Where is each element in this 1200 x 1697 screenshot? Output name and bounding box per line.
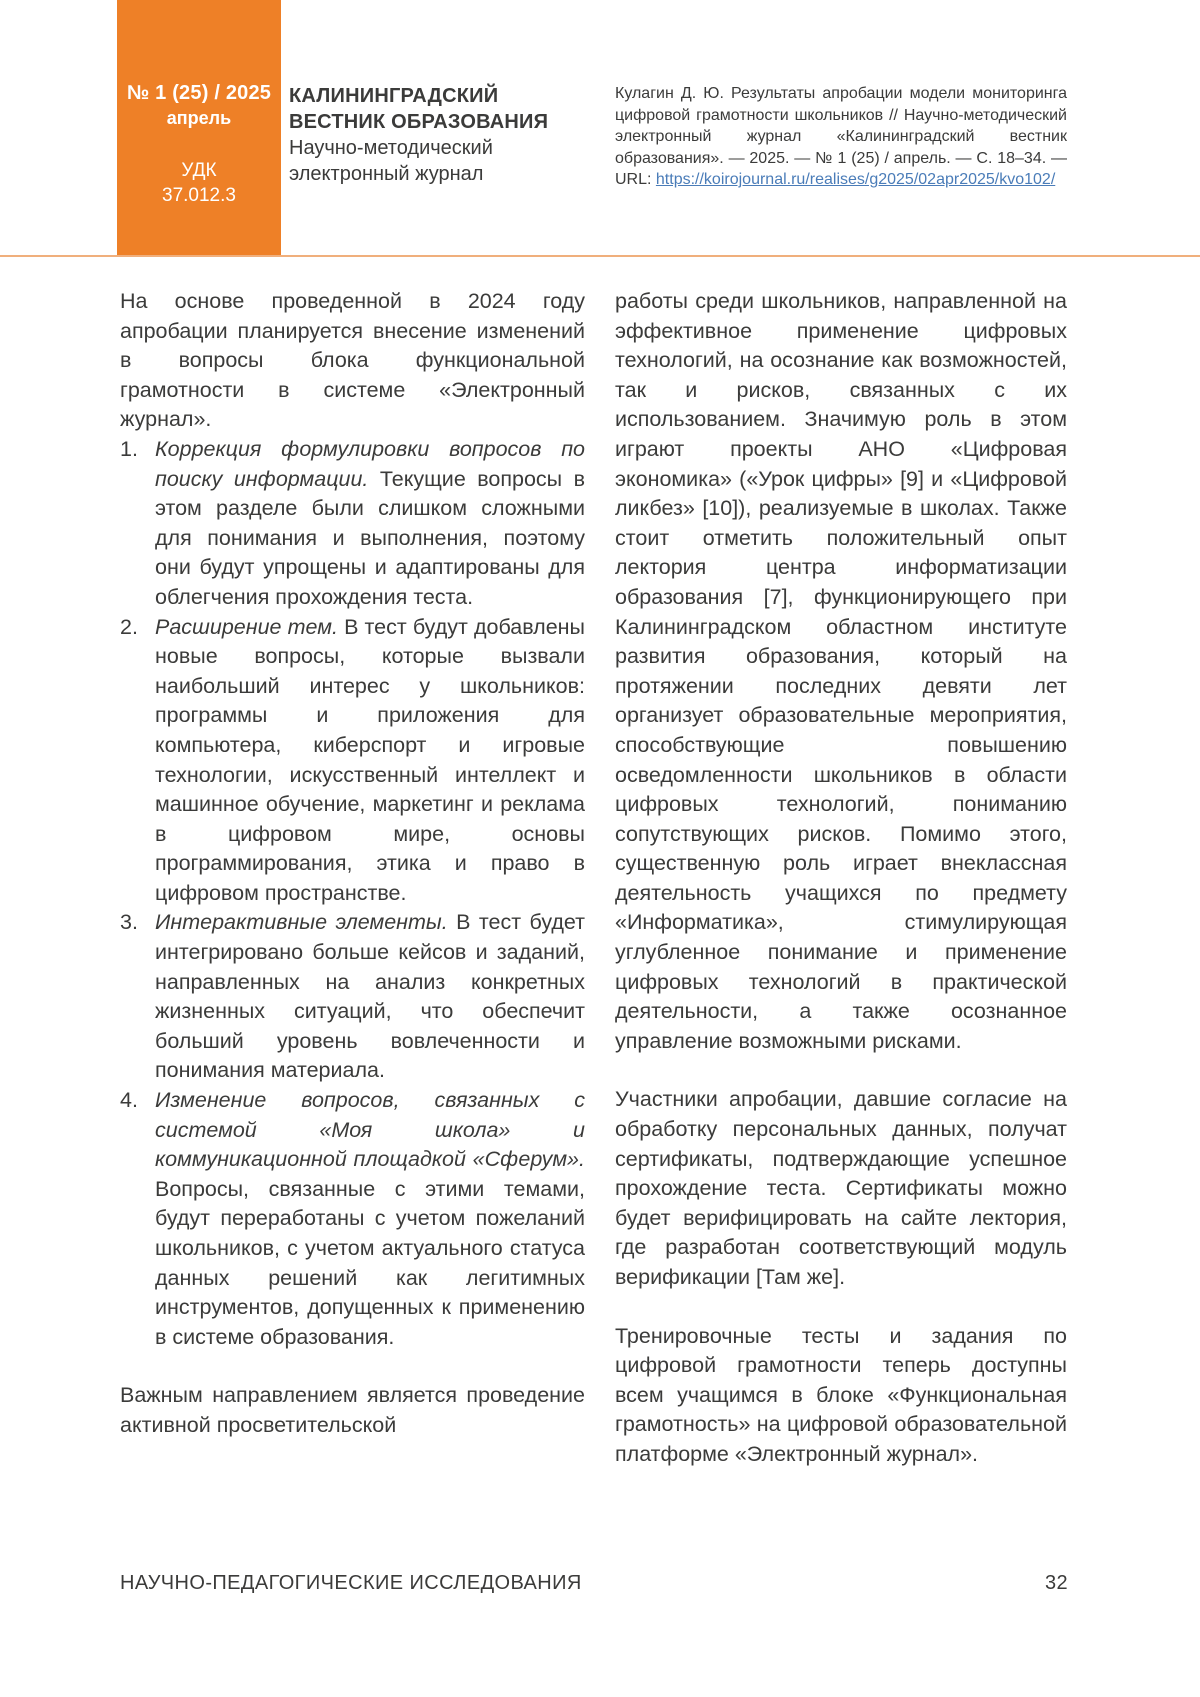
list-item-number: 2. xyxy=(120,614,138,639)
list-item-text xyxy=(155,613,585,909)
journal-title-line2: ВЕСТНИК ОБРАЗОВАНИЯ xyxy=(289,111,549,133)
list-item-text xyxy=(155,908,585,1086)
intro-paragraph: На основе проведенной в 2024 году апробации планируется внесение изменений в вопросы блока функциональной грамотности в системе «Электронный журнал». xyxy=(120,289,585,432)
issue-number: № 1 (25) / 2025 xyxy=(126,82,272,104)
page-footer xyxy=(120,1572,1068,1595)
list-item-rest: В тест будет интегрировано больше кейсов и заданий, направленных на анализ конкретных жизненных ситуаций, что обеспечит больший уровень вовлеченности и понимания материала. xyxy=(155,910,585,1083)
certificates-paragraph: Участники апробации, давшие согласие на обработку персональных данных, получат сертификаты, подтверждающие успешное прохождение теста. Сертификаты можно будет верифицировать на сайте лектория, где разработан соответствующий модуль верификации [Там же]. xyxy=(615,1087,1067,1289)
udk-block xyxy=(117,158,281,208)
list-item-number: 3. xyxy=(120,910,138,935)
page-number: 32 xyxy=(1044,1572,1068,1594)
journal-title-line1: КАЛИНИНГРАДСКИЙ xyxy=(289,85,499,107)
list-item xyxy=(120,1086,585,1352)
closing-paragraph: Важным направлением является проведение активной просветительской xyxy=(120,1383,585,1437)
numbered-list xyxy=(120,435,585,1352)
list-item-text xyxy=(155,1086,585,1352)
list-item-text xyxy=(155,435,585,613)
list-item-number: 1. xyxy=(120,436,138,461)
list-item-rest: Текущие вопросы в этом разделе были слишком сложными для понимания и выполнения, поэтому они будут упрощены и адаптированы для облегчения прохождения теста. xyxy=(155,466,585,609)
udk-label: УДК xyxy=(181,160,217,181)
list-item-number: 4. xyxy=(120,1088,138,1113)
list-item-lead: Расширение тем. xyxy=(155,614,338,639)
journal-subtitle-line1: Научно-методический xyxy=(289,137,493,159)
list-item xyxy=(120,435,585,613)
header-rule xyxy=(0,255,1200,257)
citation-link[interactable]: https://koirojournal.ru/realises/g2025/02apr2025/kvo102/ xyxy=(655,171,1056,188)
list-item-rest: В тест будут добавлены новые вопросы, которые вызвали наибольший интерес у школьников: программы и приложения для компьютера, киберспорт и игровые технологии, искусственный интеллект и машинное обучение, маркетинг и реклама в цифровом мире, основы программирования, этика и право в цифровом пространстве. xyxy=(155,614,585,905)
list-item xyxy=(120,613,585,909)
issue-box xyxy=(117,0,281,257)
training-tests-paragraph: Тренировочные тесты и задания по цифровой грамотности теперь доступны всем учащимся в блоке «Функциональная грамотность» на цифровой образовательной платформе «Электронный журнал». xyxy=(615,1323,1067,1466)
citation-text: Кулагин Д. Ю. Результаты апробации модели мониторинга цифровой грамотности школьников // Научно-методический электронный журнал «Калининградский вестник образования». — 2025. — № 1 (25) / апрель. — С. 18–34. — URL: xyxy=(615,85,1067,188)
left-column xyxy=(120,287,585,1441)
list-item xyxy=(120,908,585,1086)
journal-title xyxy=(289,83,548,187)
list-item-rest: Вопросы, связанные с этими темами, будут переработаны с учетом пожеланий школьников, с учетом актуального статуса данных решений как легитимных инструментов, допущенных к применению в системе образования. xyxy=(155,1176,585,1349)
issue-month: апрель xyxy=(166,108,232,128)
list-item-lead: Коррекция формулировки вопросов по поиску информации. xyxy=(155,436,585,491)
journal-subtitle-line2: электронный журнал xyxy=(289,163,484,185)
citation-block xyxy=(615,83,1067,191)
list-item-lead: Изменение вопросов, связанных с системой «Моя школа» и коммуникационной площадкой «Сферум». xyxy=(155,1088,585,1172)
list-item-lead: Интерактивные элементы. xyxy=(155,910,448,935)
continuation-paragraph: работы среди школьников, направленной на эффективное применение цифровых технологий, на осознание как возможностей, так и рисков, связанных с их использованием. Значимую роль в этом играют проекты АНО «Цифровая экономика» («Урок цифры» [9] и «Цифровой ликбез» [10]), реализуемые в школах. Также стоит отметить положительный опыт лектория центра информатизации образования [7], функционирующего при Калининградском областном институте развития образования, который на протяжении последних девяти лет организует образовательные мероприятия, способствующие повышению осведомленности школьников в области цифровых технологий, пониманию сопутствующих рисков. Помимо этого, существенную роль играет внеклассная деятельность учащихся по предмету «Информатика», стимулирующая углубленное понимание и применение цифровых технологий в практической деятельности, а также осознанное управление возможными рисками. xyxy=(615,289,1067,1053)
udk-number: 37.012.3 xyxy=(162,185,236,206)
footer-section-title: НАУЧНО-ПЕДАГОГИЧЕСКИЕ ИССЛЕДОВАНИЯ xyxy=(120,1572,582,1594)
right-column xyxy=(615,287,1067,1470)
